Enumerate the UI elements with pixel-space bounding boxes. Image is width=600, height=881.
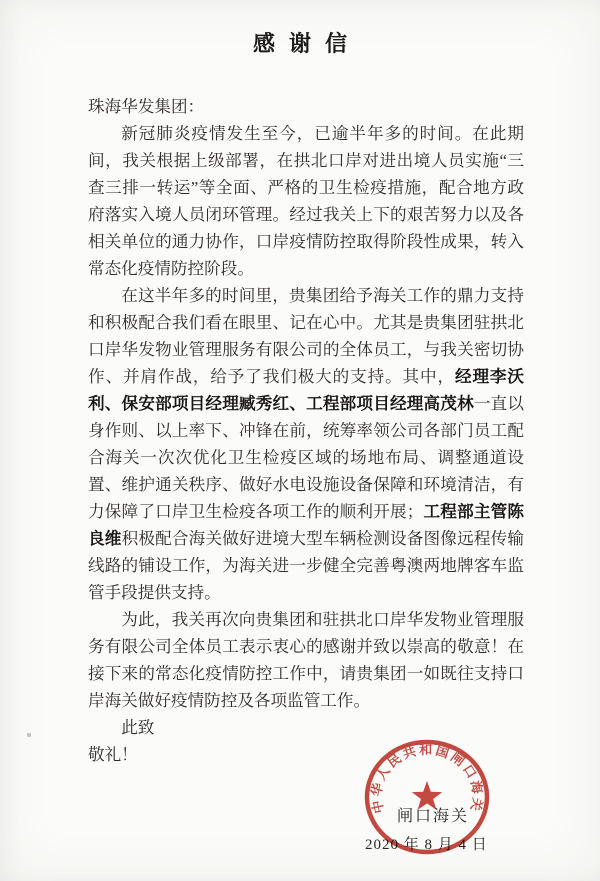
paragraph-epidemic-measures [88, 120, 524, 282]
letter-date: 2020 年 8 月 4 日 [365, 837, 488, 853]
letter-title: 感谢信 [252, 31, 361, 56]
closing-salute: 敬礼！ [88, 745, 138, 764]
seal-star-icon [412, 781, 442, 810]
paragraph-text: 一直以身作则、以上率下、冲锋在前，统筹率领公司各部门员工配合海关一次次优化卫生检疫区域的场地布局、调整通道设置、维护通关秩序、做好水电设施设备保障和环境清洁，有力保障了口岸卫生检疫各项工作的顺利开展； [88, 394, 525, 521]
paragraph-text: 积极配合海关做好进境大型车辆检测设备图像远程传输线路的铺设工作，为海关进一步健全完善粤澳两地牌客车监管手段提供支持。 [88, 529, 525, 602]
paragraph-text: 在这半年多的时间里，贵集团给予海关工作的鼎力支持和积极配合我们看在眼里、记在心中。尤其是贵集团驻拱北口岸华发物业管理服务有限公司的全体员工，与我关密切协作、并肩作战，给予了我们极大的支持。其中， [88, 286, 524, 386]
scan-artifact-speck [27, 733, 31, 737]
highlighted-manager-names: 经理李沃利、保安部项目经理臧秀红、工程部项目经理高茂林 [88, 367, 525, 413]
official-seal [362, 733, 492, 863]
highlighted-supervisor-name: 工程部主管陈良维 [88, 502, 525, 548]
letter-body [88, 93, 524, 768]
paragraph-text: 新冠肺炎疫情发生至今，已逾半年多的时间。在此期间，我关根据上级部署，在拱北口岸对进出境人员实施“三查三排一转运”等全面、严格的卫生检疫措施，配合地方政府落实入境人员闭环管理。经过我关上下的艰苦努力以及各相关单位的通力协作，口岸疫情防控取得阶段性成果，转入常态化疫情防控阶段。 [88, 124, 524, 278]
paragraph-text: 为此，我关再次向贵集团和驻拱北口岸华发物业管理服务有限公司全体员工表示衷心的感谢并致以崇高的敬意！在接下来的常态化疫情防控工作中，请贵集团一如既往支持口岸海关做好疫情防控及各项监管工作。 [88, 610, 524, 710]
salutation: 珠海华发集团： [88, 97, 205, 116]
signer-name: 闸口海关 [397, 808, 470, 825]
paragraph-thanks-respect [88, 606, 524, 714]
seal-arc-text: 中华人民共和国闸口海关 [368, 741, 486, 815]
closing-regards: 此致 [121, 718, 155, 737]
paragraph-gratitude-staff [88, 282, 524, 606]
